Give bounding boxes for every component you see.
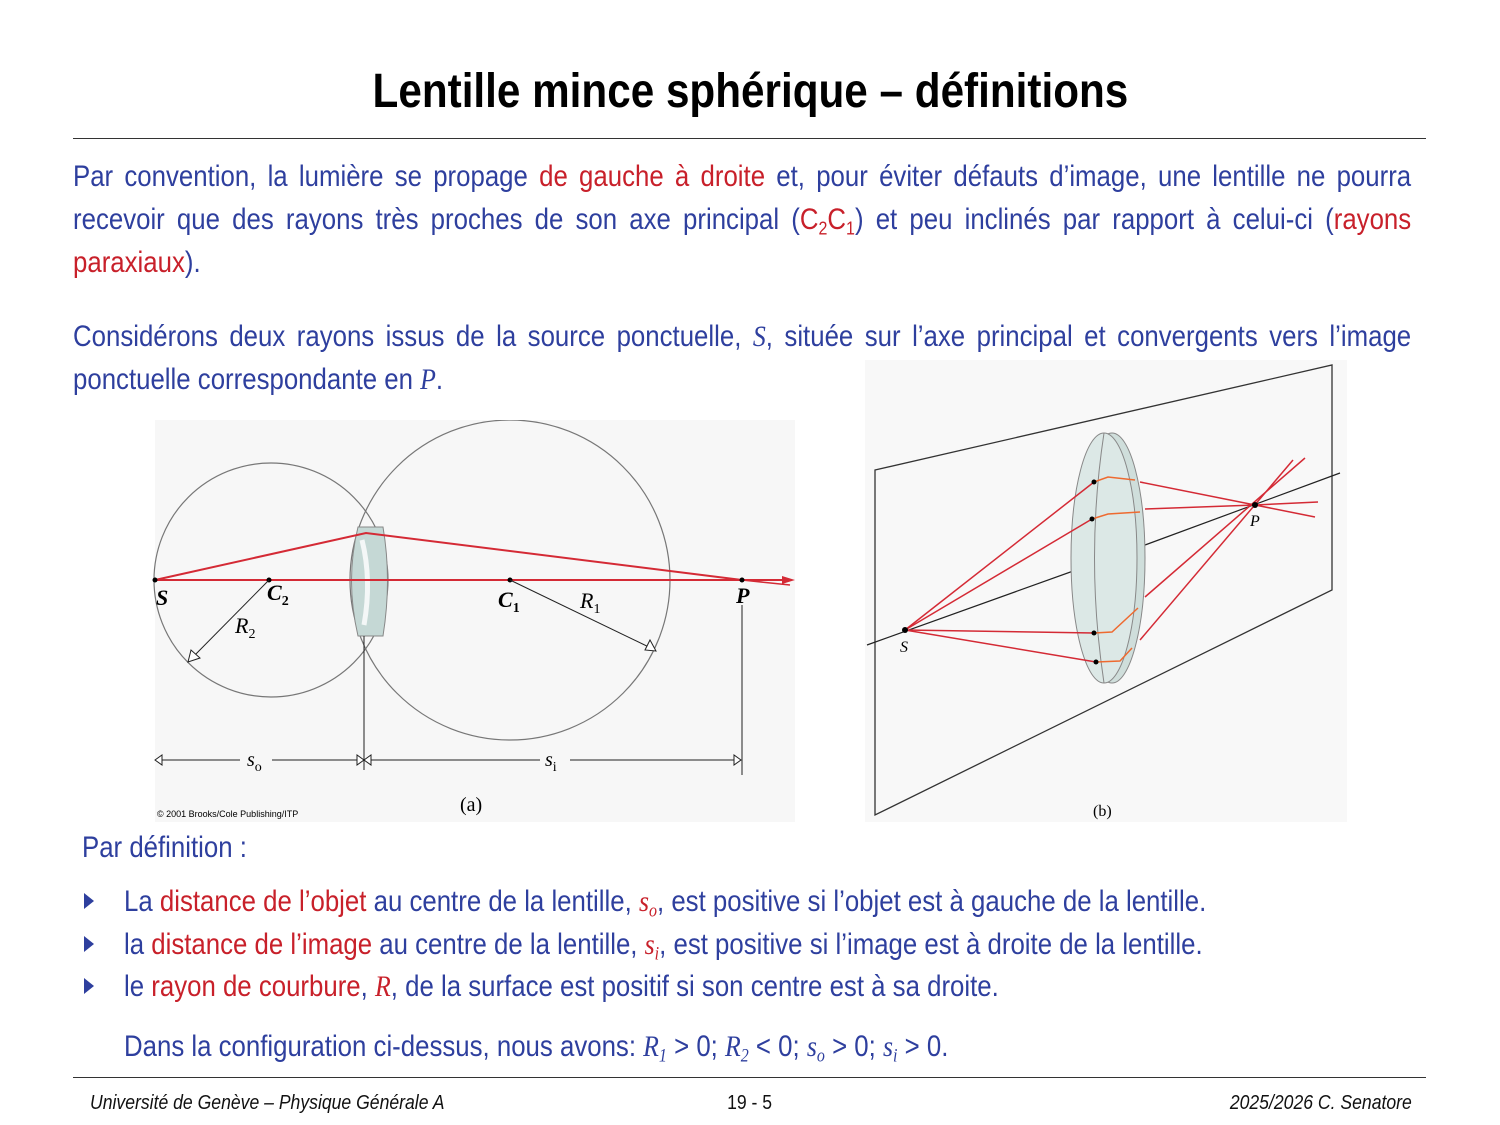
bullet-icon xyxy=(84,893,94,909)
sub: 1 xyxy=(846,217,855,239)
sub: o xyxy=(816,1045,825,1067)
title-divider xyxy=(73,138,1426,139)
sym xyxy=(806,1030,825,1067)
v: s xyxy=(638,885,649,918)
copyright: © 2001 Brooks/Cole Publishing/ITP xyxy=(157,809,299,819)
text: au centre de la lentille, xyxy=(366,885,639,918)
figure-a-lens-diagram xyxy=(150,420,800,822)
sub: 1 xyxy=(658,1045,667,1067)
symbol-p: P xyxy=(420,363,436,396)
v: R xyxy=(643,1030,659,1063)
text: > 0; xyxy=(824,1030,883,1063)
text: 19 - 5 xyxy=(727,1092,773,1114)
text: Dans la configuration ci-dessus, nous avons: xyxy=(124,1030,644,1063)
highlight: distance de l’image xyxy=(151,928,373,961)
highlight-direction: de gauche à droite xyxy=(539,160,766,193)
c2: C xyxy=(799,203,819,236)
label-p: P xyxy=(736,583,750,608)
summary-line xyxy=(124,1025,1414,1068)
text: , de la surface est positif si son centre est à sa droite. xyxy=(390,970,999,1003)
text: , xyxy=(360,970,375,1003)
v: s xyxy=(882,1030,894,1063)
paragraph-convention xyxy=(73,155,1411,284)
sym xyxy=(643,1030,667,1067)
text: Considérons deux rayons issus de la source ponctuelle, xyxy=(73,320,753,353)
label-s: S xyxy=(156,585,169,610)
highlight-paraxial: rayons paraxiaux xyxy=(73,203,1412,279)
label-p: P xyxy=(1250,513,1260,530)
text: > 0; xyxy=(666,1030,726,1063)
label-c2: $C_2$ xyxy=(267,580,289,609)
text: Université de Genève – Physique Générale A xyxy=(90,1092,445,1114)
axis-label xyxy=(799,203,855,239)
text: . xyxy=(435,363,444,396)
footer-left xyxy=(90,1092,493,1115)
v: s xyxy=(644,928,655,961)
symbol-so xyxy=(638,885,657,922)
text: le xyxy=(124,970,152,1003)
text: la xyxy=(124,928,152,961)
text: < 0; xyxy=(748,1030,807,1063)
page-title: Lentille mince sphérique – définitions xyxy=(372,65,1128,118)
bullet-curvature-radius xyxy=(124,965,1414,1008)
text: , est positive si l’image est à droite de la lentille. xyxy=(659,928,1203,961)
sym xyxy=(725,1030,749,1067)
sub: i xyxy=(893,1045,898,1067)
symbol-s: S xyxy=(752,320,766,353)
bullet-icon xyxy=(84,936,94,952)
text: , située sur l’axe principal et convergents vers l’image ponctuelle correspondante en xyxy=(73,320,1412,396)
sym xyxy=(882,1030,898,1067)
highlight: rayon de courbure xyxy=(151,970,361,1003)
sub: i xyxy=(654,943,660,965)
text: et, pour éviter défauts d’image, une lentille ne pourra recevoir que des rayons très proches de son axe principal ( xyxy=(73,160,1412,236)
figure-b-3d-lens xyxy=(860,360,1350,822)
caption-a: (a) xyxy=(460,794,483,816)
lens-face xyxy=(1071,433,1137,683)
text: Par convention, la lumière se propage xyxy=(73,160,540,193)
v: R xyxy=(725,1030,741,1063)
bullet-object-distance xyxy=(124,880,1414,923)
footer-right xyxy=(1205,1092,1412,1115)
v: s xyxy=(806,1030,817,1063)
caption-b: (b) xyxy=(1093,803,1112,820)
symbol-r: R xyxy=(374,970,391,1003)
label-si: $s_i$ xyxy=(545,749,557,775)
label-so: $s_o$ xyxy=(247,749,262,775)
text: ) et peu inclinés par rapport à celui-ci ( xyxy=(854,203,1334,236)
text: au centre de la lentille, xyxy=(372,928,645,961)
bullet-image-distance xyxy=(124,923,1414,966)
symbol-si xyxy=(644,928,660,965)
text: > 0. xyxy=(897,1030,949,1063)
label-c1: $C_1$ xyxy=(498,587,520,616)
bullet-icon xyxy=(84,978,94,994)
text: , est positive si l’objet est à gauche de la lentille. xyxy=(656,885,1207,918)
definition-heading: Par définition : xyxy=(82,831,247,864)
sub: 2 xyxy=(818,217,828,239)
c1: C xyxy=(827,203,847,236)
text: La xyxy=(124,885,160,918)
highlight: distance de l’objet xyxy=(159,885,367,918)
page-number xyxy=(700,1092,800,1115)
text: ). xyxy=(184,246,201,279)
text: 2025/2026 C. Senatore xyxy=(1229,1092,1412,1114)
footer-divider xyxy=(73,1077,1426,1078)
sub: 2 xyxy=(740,1045,749,1067)
sub: o xyxy=(648,900,657,922)
label-r2: $R_2$ xyxy=(235,613,256,642)
label-r1: $R_1$ xyxy=(580,588,601,617)
label-s: S xyxy=(900,639,908,656)
